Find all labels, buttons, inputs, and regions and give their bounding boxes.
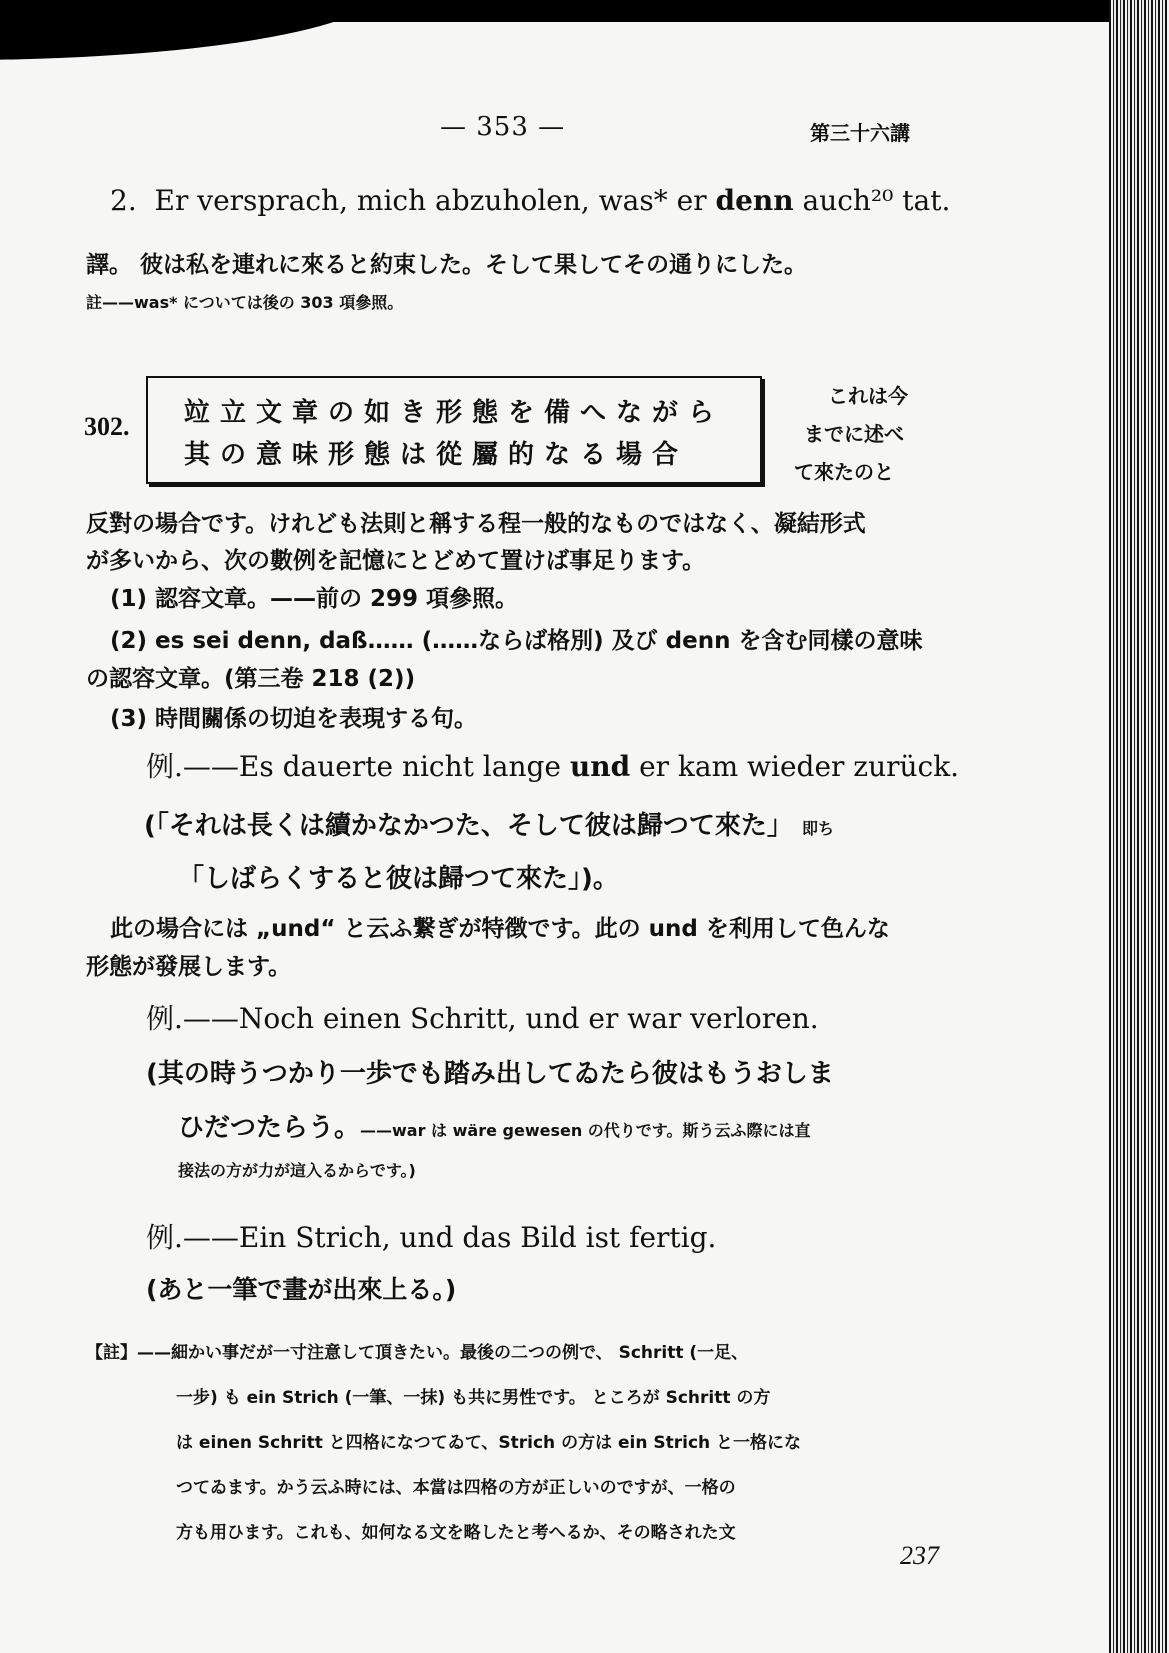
note-line: 註——was* については後の 303 項參照。 <box>86 293 404 312</box>
example-text: Noch einen Schritt, und er war verloren. <box>238 1002 819 1035</box>
section-title-line-2: 其の意味形態は從屬的なる場合 <box>184 440 689 470</box>
section-title-box <box>146 376 762 484</box>
example-sentence-strich <box>146 1216 716 1256</box>
translation-line: 譯。 彼は私を連れに來ると約束した。そして果してその通りにした。 <box>86 252 808 278</box>
example-label: 例.—— <box>146 750 239 783</box>
example-text-before: Es dauerte nicht lange <box>238 750 570 783</box>
example-text-after: auch²⁰ tat. <box>793 184 951 217</box>
section-number: 302. <box>84 412 130 441</box>
footnote-line-5: 方も用ひます。これも、如何なる文を略したと考へるか、その略された文 <box>176 1523 736 1543</box>
example-translation-line-1: (其の時うつかり一歩でも踏み出してゐたら彼はもうおしま <box>146 1059 834 1089</box>
example-bold-word: denn <box>715 184 794 217</box>
example-label: 例.—— <box>146 1221 239 1254</box>
list-item-2-line-2: の認容文章。(第三卷 218 (2)) <box>86 666 416 692</box>
example-translation-line-1 <box>144 805 834 842</box>
book-page-edges <box>1109 0 1169 1653</box>
paragraph-1-line-1: 反對の場合です。けれども法則と稱する程一般的なものではなく、凝結形式 <box>86 511 866 537</box>
translation-small: ——war は wäre gewesen の代りです。斯う云ふ際には直 <box>360 1121 811 1140</box>
section-title-line-1: 竝立文章の如き形態を備へながら <box>184 398 725 428</box>
footnote-line-4: つてゐます。かう云ふ時には、本當は四格の方が正しいのですが、一格の <box>176 1478 736 1498</box>
list-item-1: (1) 認容文章。——前の 299 項參照。 <box>110 586 519 612</box>
chapter-title: 第三十六講 <box>810 121 910 145</box>
scan-shadow-corner <box>0 0 380 60</box>
example-translation: (あと一筆で畫が出來上る。) <box>146 1275 457 1304</box>
footnote-line-2: 一步) も ein Strich (一筆、一抹) も共に男性です。 ところが Schritt の方 <box>176 1388 771 1408</box>
example-sentence-und <box>146 745 959 785</box>
example-sentence-schritt <box>146 997 819 1037</box>
example-text: Ein Strich, und das Bild ist fertig. <box>238 1221 717 1254</box>
example-sentence-2 <box>110 184 950 217</box>
example-translation-line-2 <box>178 1107 811 1144</box>
example-label: 例.—— <box>146 1002 239 1035</box>
footnote-line-3: は einen Schritt と四格になつてゐて、Strich の方は ein Strich と一格にな <box>176 1433 802 1453</box>
translation-small: 即ち <box>801 819 834 838</box>
list-item-2-line-1: (2) es sei denn, daß…… (……ならば格別) 及び denn を含む同樣の意味 <box>110 628 923 654</box>
translation-text: (「それは長くは續かなかつた、そして彼は歸つて來た」 <box>144 811 793 841</box>
page-number-footer: 237 <box>900 1541 939 1570</box>
side-text-3: て來たのと <box>794 460 894 484</box>
paragraph-2-line-2: 形態が發展します。 <box>86 954 292 980</box>
example-translation-line-2: 「しばらくすると彼は歸つて來た」)。 <box>178 864 619 894</box>
example-text-after: er kam wieder zurück. <box>630 750 960 783</box>
page-number-header: — 353 — <box>440 112 566 142</box>
example-bold-word: und <box>569 750 631 783</box>
side-text-1: これは今 <box>828 384 908 408</box>
example-text-before: Er versprach, mich abzuholen, was* er <box>154 184 716 217</box>
example-translation-line-3: 接法の方が力が這入るからです。) <box>178 1161 416 1180</box>
list-item-3: (3) 時間關係の切迫を表現する句。 <box>110 706 478 732</box>
side-text-2: までに述べ <box>804 422 904 446</box>
footnote-line-1: 【註】——細かい事だが一寸注意して頂きたい。最後の二つの例で、 Schritt (一足、 <box>86 1343 749 1363</box>
example-number: 2. <box>110 184 137 217</box>
paragraph-2-line-1: 此の場合には „und“ と云ふ繋ぎが特徴です。此の und を利用して色んな <box>110 916 890 942</box>
translation-text: ひだつたらう。 <box>178 1113 361 1143</box>
paragraph-1-line-2: が多いから、次の數例を記憶にとどめて置けば事足ります。 <box>86 548 706 574</box>
